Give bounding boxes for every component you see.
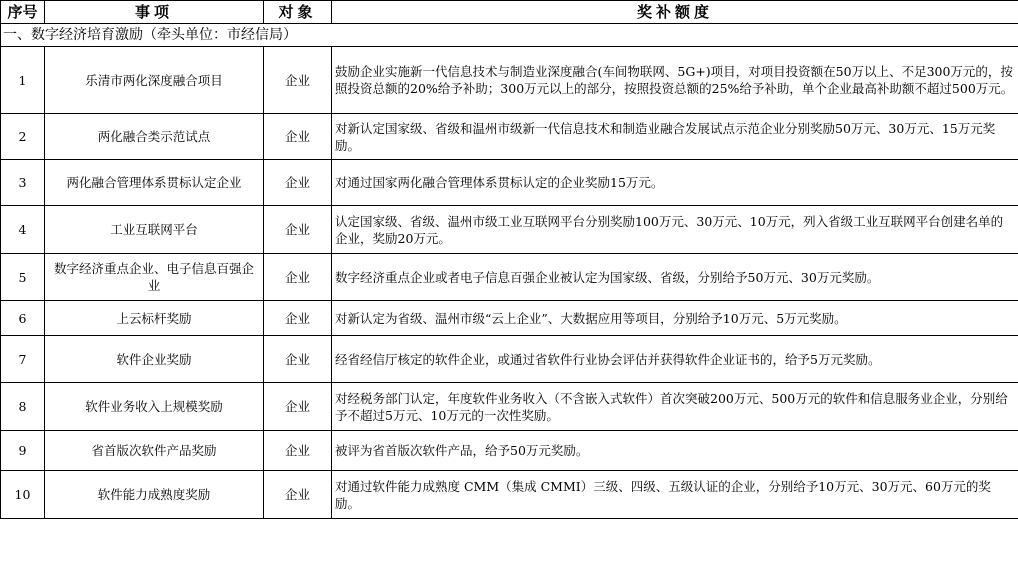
row-number: 1 xyxy=(1,47,45,114)
row-target: 企业 xyxy=(264,114,332,160)
row-item: 数字经济重点企业、电子信息百强企业 xyxy=(45,254,264,301)
header-no: 序号 xyxy=(1,1,45,24)
row-item: 上云标杆奖励 xyxy=(45,301,264,336)
section-row xyxy=(1,24,1018,47)
header-row xyxy=(1,1,1018,24)
table-row xyxy=(1,336,1018,383)
row-reward: 对经税务部门认定，年度软件业务收入（不含嵌入式软件）首次突破200万元、500万元的软件和信息服务业企业，分别给予不超过5万元、10万元的一次性奖励。 xyxy=(332,383,1018,431)
header-item: 事项 xyxy=(45,1,264,24)
table-row xyxy=(1,383,1018,431)
row-number: 8 xyxy=(1,383,45,431)
row-target: 企业 xyxy=(264,301,332,336)
table-row xyxy=(1,254,1018,301)
row-number: 7 xyxy=(1,336,45,383)
row-item: 乐清市两化深度融合项目 xyxy=(45,47,264,114)
table-row xyxy=(1,47,1018,114)
row-target: 企业 xyxy=(264,336,332,383)
row-item: 软件能力成熟度奖励 xyxy=(45,471,264,519)
row-target: 企业 xyxy=(264,254,332,301)
header-reward: 奖补额度 xyxy=(332,1,1018,24)
row-item: 省首版次软件产品奖励 xyxy=(45,431,264,471)
row-reward: 对通过国家两化融合管理体系贯标认定的企业奖励15万元。 xyxy=(332,160,1018,206)
table-row xyxy=(1,431,1018,471)
row-number: 5 xyxy=(1,254,45,301)
row-reward: 数字经济重点企业或者电子信息百强企业被认定为国家级、省级，分别给予50万元、30万元奖励。 xyxy=(332,254,1018,301)
row-target: 企业 xyxy=(264,431,332,471)
row-target: 企业 xyxy=(264,471,332,519)
row-item: 两化融合管理体系贯标认定企业 xyxy=(45,160,264,206)
table-row xyxy=(1,471,1018,519)
row-number: 3 xyxy=(1,160,45,206)
row-target: 企业 xyxy=(264,206,332,254)
row-target: 企业 xyxy=(264,383,332,431)
table-row xyxy=(1,114,1018,160)
row-item: 工业互联网平台 xyxy=(45,206,264,254)
row-reward: 被评为省首版次软件产品，给予50万元奖励。 xyxy=(332,431,1018,471)
row-number: 10 xyxy=(1,471,45,519)
row-reward: 鼓励企业实施新一代信息技术与制造业深度融合(车间物联网、5G+)项目，对项目投资额在50万以上、不足300万元的，按照投资总额的20%给予补助；300万元以上的部分，按照投资总额的25%给予补助，单个企业最高补助额不超过500万元。 xyxy=(332,47,1018,114)
row-reward: 经省经信厅核定的软件企业，或通过省软件行业协会评估并获得软件企业证书的，给予5万元奖励。 xyxy=(332,336,1018,383)
row-item: 软件业务收入上规模奖励 xyxy=(45,383,264,431)
table-row xyxy=(1,160,1018,206)
row-number: 4 xyxy=(1,206,45,254)
row-item: 两化融合类示范试点 xyxy=(45,114,264,160)
row-number: 9 xyxy=(1,431,45,471)
row-reward: 认定国家级、省级、温州市级工业互联网平台分别奖励100万元、30万元、10万元，列入省级工业互联网平台创建名单的企业，奖励20万元。 xyxy=(332,206,1018,254)
row-reward: 对新认定国家级、省级和温州市级新一代信息技术和制造业融合发展试点示范企业分别奖励50万元、30万元、15万元奖励。 xyxy=(332,114,1018,160)
table-row xyxy=(1,206,1018,254)
table-row xyxy=(1,301,1018,336)
section-title: 一、数字经济培育激励（牵头单位：市经信局） xyxy=(1,24,1018,47)
row-target: 企业 xyxy=(264,160,332,206)
header-target: 对象 xyxy=(264,1,332,24)
row-item: 软件企业奖励 xyxy=(45,336,264,383)
row-reward: 对新认定为省级、温州市级“云上企业”、大数据应用等项目，分别给予10万元、5万元奖励。 xyxy=(332,301,1018,336)
row-number: 2 xyxy=(1,114,45,160)
row-reward: 对通过软件能力成熟度 CMM（集成 CMMI）三级、四级、五级认证的企业，分别给予10万元、30万元、60万元的奖励。 xyxy=(332,471,1018,519)
row-target: 企业 xyxy=(264,47,332,114)
row-number: 6 xyxy=(1,301,45,336)
